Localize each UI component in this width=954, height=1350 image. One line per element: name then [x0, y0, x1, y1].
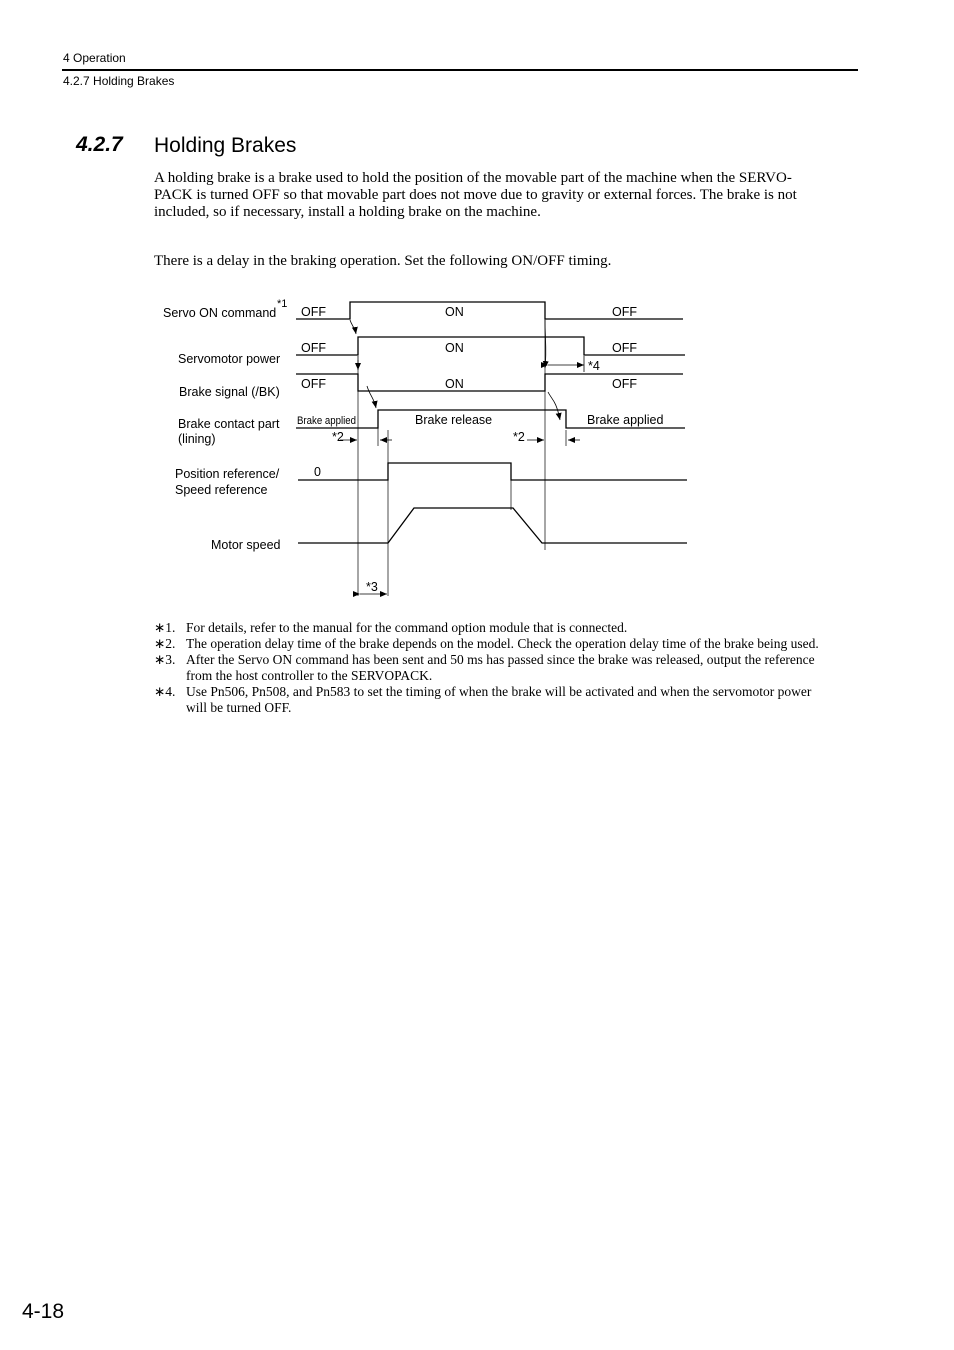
label-motor-speed: Motor speed [211, 538, 281, 552]
label-note-1-mark: *1 [277, 298, 288, 310]
mark-note-4: *4 [588, 359, 600, 373]
label-brake-signal: Brake signal (/BK) [179, 385, 280, 399]
state-on: ON [445, 377, 464, 391]
state-on: ON [445, 341, 464, 355]
state-on: ON [445, 305, 464, 319]
footnote-item [154, 636, 874, 652]
state-brake-release: Brake release [415, 413, 493, 427]
intro-line: PACK is turned OFF so that movable part does not move due to gravity or external forces. The brake is not [154, 187, 797, 203]
reference-waveform [298, 463, 687, 480]
page-number: 4-18 [22, 1300, 65, 1323]
footnote-text: from the host controller to the SERVOPACK. [186, 668, 433, 683]
label-servo-on-command: Servo ON command [163, 306, 277, 320]
mark-note-2: *2 [513, 430, 525, 444]
state-off: OFF [301, 377, 326, 391]
footnote-item [154, 652, 874, 684]
timing-intro: There is a delay in the braking operation. Set the following ON/OFF timing. [154, 253, 612, 269]
mark-note-2: *2 [332, 430, 344, 444]
motor-speed-waveform [298, 508, 687, 543]
footnotes [154, 620, 874, 716]
footnote-text: will be turned OFF. [186, 700, 292, 715]
footnote-mark: ∗4. [154, 684, 176, 699]
label-servomotor-power: Servomotor power [178, 352, 281, 366]
footnote-text: The operation delay time of the brake depends on the model. Check the operation delay time of the brake being used. [186, 636, 819, 651]
footnote-text: For details, refer to the manual for the command option module that is connected. [186, 620, 628, 635]
label-position-reference: Position reference/ [175, 467, 280, 481]
intro-line: A holding brake is a brake used to hold the position of the movable part of the machine when the SERVO- [154, 170, 792, 186]
footnote-item [154, 684, 874, 716]
mark-note-3: *3 [366, 580, 378, 594]
footnote-item [154, 620, 874, 636]
label-brake-contact-lining: (lining) [178, 432, 216, 446]
state-brake-applied: Brake applied [297, 415, 356, 427]
intro-paragraph [154, 170, 854, 221]
footnote-mark: ∗3. [154, 652, 176, 667]
section-number: 4.2.7 [76, 133, 123, 156]
state-off: OFF [612, 341, 637, 355]
state-zero: 0 [314, 465, 321, 479]
running-header-chapter: 4 Operation [63, 51, 126, 65]
label-brake-contact: Brake contact part [178, 417, 280, 431]
intro-line: included, so if necessary, install a holding brake on the machine. [154, 204, 541, 220]
footnote-text: After the Servo ON command has been sent and 50 ms has passed since the brake was released, output the reference [186, 652, 815, 667]
footnote-mark: ∗2. [154, 636, 176, 651]
footnote-mark: ∗1. [154, 620, 176, 635]
state-off: OFF [301, 305, 326, 319]
state-off: OFF [612, 377, 637, 391]
label-speed-reference: Speed reference [175, 483, 268, 497]
header-rule [62, 69, 858, 71]
section-title: Holding Brakes [154, 134, 297, 157]
state-off: OFF [612, 305, 637, 319]
brake-timing-diagram [0, 280, 954, 610]
footnote-text: Use Pn506, Pn508, and Pn583 to set the timing of when the brake will be activated and when the servomotor power [186, 684, 812, 699]
state-off: OFF [301, 341, 326, 355]
running-header-section: 4.2.7 Holding Brakes [63, 74, 175, 88]
state-brake-applied: Brake applied [587, 413, 664, 427]
